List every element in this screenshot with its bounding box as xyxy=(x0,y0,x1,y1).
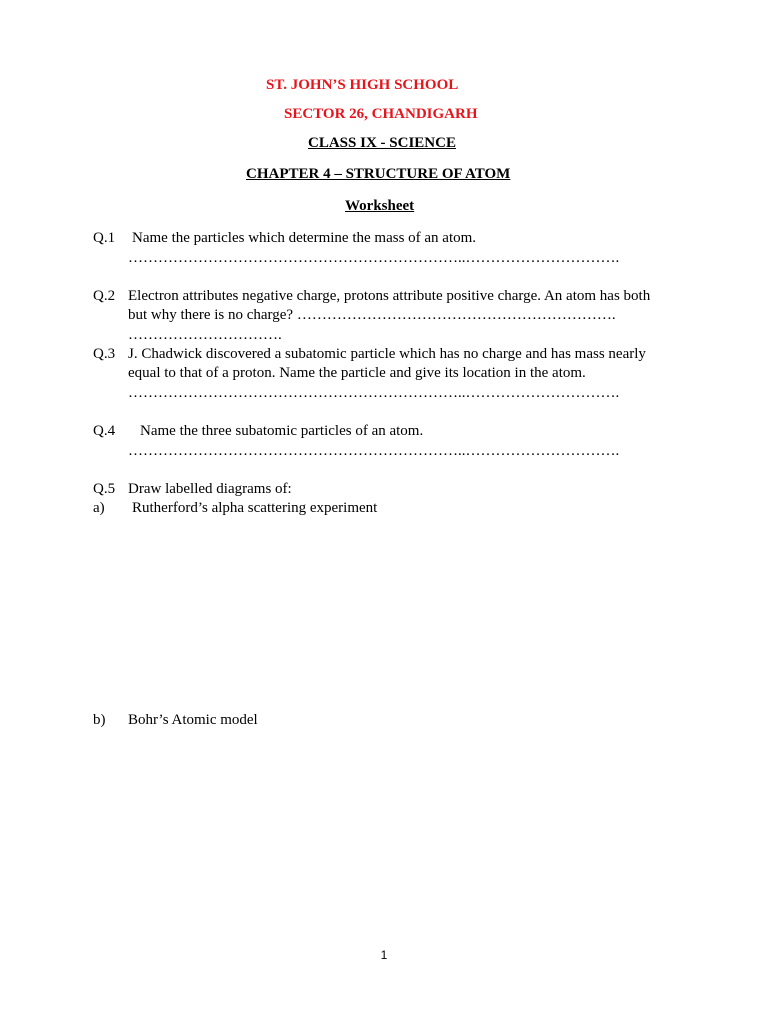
question-text: Name the three subatomic particles of an atom. xyxy=(140,423,424,439)
part-text: Bohr’s Atomic model xyxy=(128,712,258,728)
question-number: Q.5 xyxy=(93,481,116,497)
page-number: 1 xyxy=(380,948,388,962)
part-text: Rutherford’s alpha scattering experiment xyxy=(132,500,378,516)
question-number: Q.4 xyxy=(93,423,116,439)
answer-line: …………………………………………………………..…………………………. xyxy=(128,385,620,401)
question-text: Draw labelled diagrams of: xyxy=(128,481,292,497)
question-number: Q.1 xyxy=(93,230,116,246)
class-heading: CLASS IX - SCIENCE xyxy=(308,135,456,151)
worksheet-title: Worksheet xyxy=(345,198,415,214)
answer-line: …………………………. xyxy=(128,327,282,343)
question-text: but why there is no charge? ………………………………………………………. xyxy=(128,307,616,323)
part-label: a) xyxy=(93,500,105,516)
answer-line: …………………………………………………………..…………………………. xyxy=(128,250,620,266)
question-text: equal to that of a proton. Name the particle and give its location in the atom. xyxy=(128,365,586,381)
school-address: SECTOR 26, CHANDIGARH xyxy=(284,106,478,122)
school-name: ST. JOHN’S HIGH SCHOOL xyxy=(266,77,459,93)
question-number: Q.2 xyxy=(93,288,116,304)
question-text: Name the particles which determine the mass of an atom. xyxy=(132,230,477,246)
chapter-heading: CHAPTER 4 – STRUCTURE OF ATOM xyxy=(246,166,511,182)
question-text: J. Chadwick discovered a subatomic particle which has no charge and has mass nearly xyxy=(128,346,646,362)
answer-line: …………………………………………………………..…………………………. xyxy=(128,443,620,459)
question-number: Q.3 xyxy=(93,346,116,362)
part-label: b) xyxy=(93,712,106,728)
question-text: Electron attributes negative charge, protons attribute positive charge. An atom has both xyxy=(128,288,651,304)
